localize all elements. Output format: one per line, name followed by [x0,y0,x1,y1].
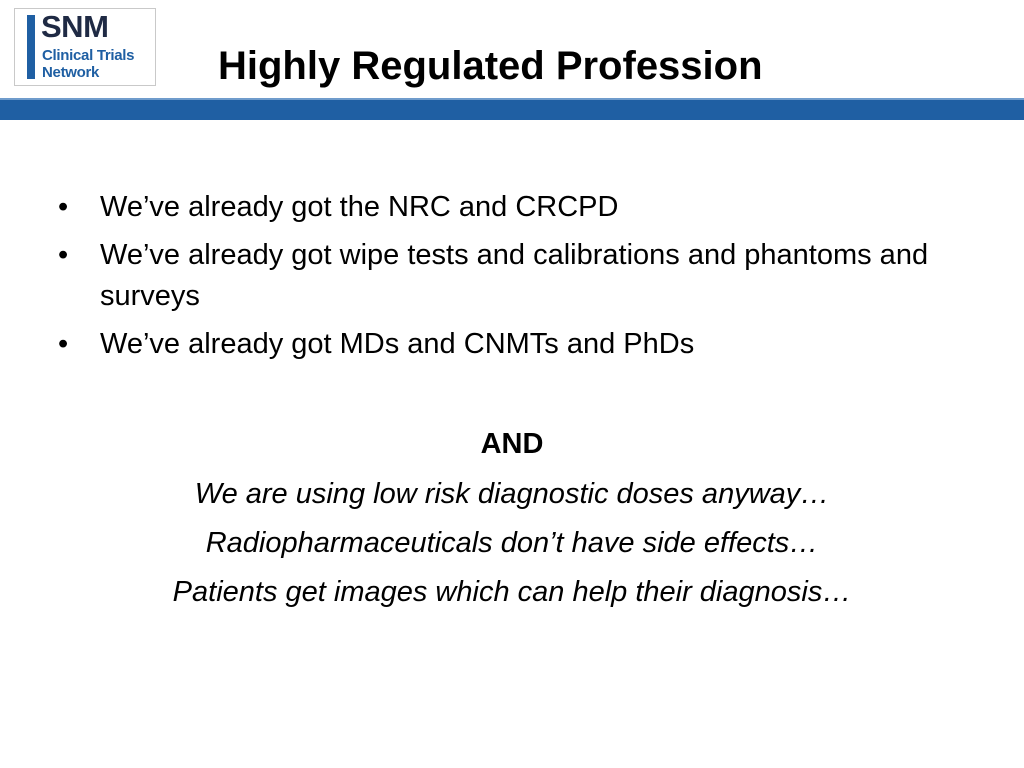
italic-statement-1: We are using low risk diagnostic doses anyway… [194,478,830,510]
logo-snm-text: SNM [41,9,109,44]
bullet-text: We’ve already got the NRC and CRCPD [100,191,619,223]
bullet-dot: • [58,239,69,271]
header-divider-band [0,98,1024,120]
bullet-text: We’ve already got MDs and CNMTs and PhDs [100,328,695,360]
bullet-dot: • [58,328,69,360]
logo-clinical-trials-text: Clinical Trials [42,47,135,64]
bullet-item [58,235,958,317]
bullet-list [58,187,958,372]
bullet-item [58,324,958,365]
bullet-dot: • [58,191,69,223]
italic-statement-2: Radiopharmaceuticals don’t have side effects… [205,527,819,559]
logo-network-text: Network [42,64,100,81]
snm-clinical-trials-network-logo [14,8,156,86]
bullet-text: We’ve already got wipe tests and calibrations and phantoms and surveys [100,239,929,312]
italic-statement-3: Patients get images which can help their diagnosis… [172,576,852,608]
slide-title: Highly Regulated Profession [218,44,763,88]
logo-accent-bar [27,15,35,79]
bullet-item [58,187,958,228]
and-heading: AND [480,428,544,460]
